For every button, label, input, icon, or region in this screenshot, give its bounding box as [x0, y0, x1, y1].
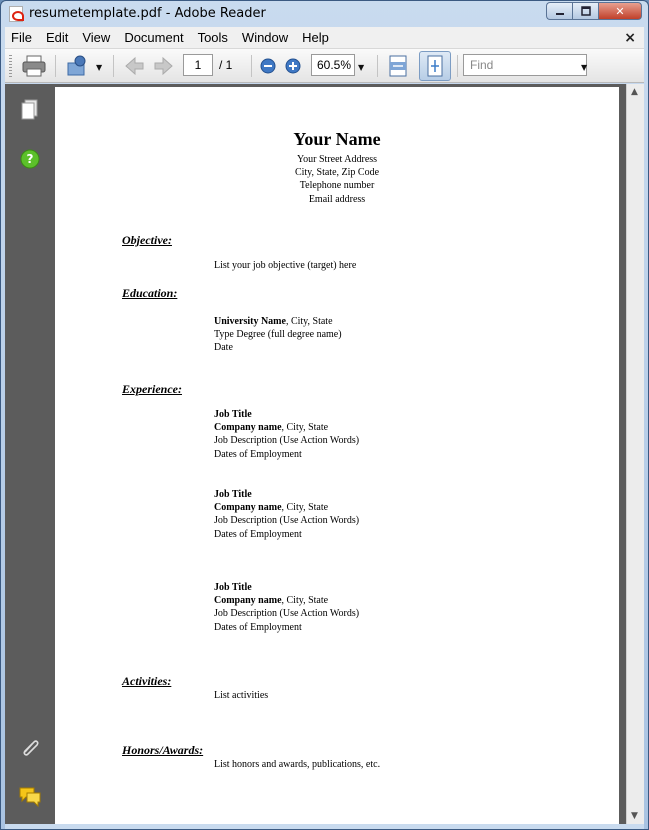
- toolbar-separator: [113, 55, 114, 77]
- window-bottom-border: [5, 824, 644, 829]
- toolbar-separator: [55, 55, 56, 77]
- toolbar-separator: [377, 55, 378, 77]
- find-dropdown-icon[interactable]: ▼: [581, 63, 588, 72]
- maximize-button[interactable]: [572, 2, 598, 20]
- job-description: Job Description (Use Action Words): [214, 608, 360, 619]
- honors-heading: Honors/Awards:: [122, 743, 204, 757]
- page-total: / 1: [219, 58, 233, 72]
- toolbar-grip[interactable]: [9, 55, 12, 77]
- activities-text: List activities: [214, 690, 269, 701]
- toolbar-separator: [251, 55, 252, 77]
- help-icon[interactable]: [19, 148, 41, 170]
- find-input[interactable]: Find: [463, 54, 587, 76]
- maximize-icon: [581, 6, 591, 16]
- zoom-out-icon[interactable]: [259, 54, 277, 78]
- pdf-file-icon: [9, 6, 23, 22]
- experience-heading: Experience:: [122, 382, 182, 396]
- vertical-scrollbar[interactable]: [626, 84, 644, 824]
- svg-text:?: ?: [26, 152, 34, 166]
- education-university: University Name, City, State: [214, 316, 333, 327]
- resume-email: Email address: [308, 194, 366, 205]
- page-number-input[interactable]: 1: [183, 54, 213, 76]
- job-dates: Dates of Employment: [214, 449, 302, 460]
- close-icon: ✕: [615, 4, 625, 18]
- activities-heading: Activities:: [122, 674, 172, 688]
- fit-page-button[interactable]: [419, 51, 451, 81]
- fit-page-icon: [420, 52, 450, 80]
- pdf-page: [55, 87, 619, 824]
- window-controls: [546, 2, 642, 20]
- navigation-pane: [5, 84, 53, 824]
- menu-document[interactable]: Document: [124, 30, 184, 45]
- job-title: Job Title: [214, 489, 252, 500]
- job-company: Company name, City, State: [214, 595, 329, 606]
- objective-heading: Objective:: [122, 233, 172, 247]
- document-area[interactable]: [53, 84, 626, 824]
- toolbar-separator: [457, 55, 458, 77]
- zoom-dropdown-icon[interactable]: ▼: [358, 63, 365, 72]
- attachment-icon[interactable]: [19, 736, 41, 758]
- resume-phone: Telephone number: [299, 180, 375, 191]
- menu-tools[interactable]: Tools: [197, 30, 228, 45]
- minimize-icon: [555, 6, 565, 16]
- zoom-level-input[interactable]: 60.5%: [311, 54, 355, 76]
- education-degree: Type Degree (full degree name): [214, 329, 342, 340]
- close-button[interactable]: [598, 2, 642, 20]
- email-icon[interactable]: [65, 54, 91, 78]
- menu-edit[interactable]: Edit: [45, 30, 69, 45]
- objective-text: List your job objective (target) here: [214, 260, 357, 271]
- resume-street: Your Street Address: [296, 154, 378, 165]
- education-date: Date: [214, 342, 233, 353]
- job-dates: Dates of Employment: [214, 529, 302, 540]
- scroll-down-icon[interactable]: ▼: [631, 811, 638, 821]
- resume-name: Your Name: [293, 129, 381, 149]
- menu-file[interactable]: File: [11, 30, 32, 45]
- education-heading: Education:: [122, 286, 178, 300]
- pages-icon[interactable]: [19, 98, 41, 122]
- job-company: Company name, City, State: [214, 502, 329, 513]
- previous-page-icon[interactable]: [123, 54, 145, 78]
- zoom-in-icon[interactable]: [284, 54, 302, 78]
- job-title: Job Title: [214, 582, 252, 593]
- print-icon[interactable]: [21, 54, 47, 78]
- menu-view[interactable]: View: [82, 30, 111, 45]
- job-description: Job Description (Use Action Words): [214, 515, 360, 526]
- window-title: resumetemplate.pdf - Adobe Reader: [29, 6, 266, 21]
- resume-city: City, State, Zip Code: [294, 167, 380, 178]
- job-dates: Dates of Employment: [214, 622, 302, 633]
- menu-help[interactable]: Help: [302, 30, 329, 45]
- close-document-button[interactable]: ×: [624, 30, 636, 46]
- minimize-button[interactable]: [546, 2, 572, 20]
- comments-icon[interactable]: [17, 784, 43, 808]
- job-title: Job Title: [214, 409, 252, 420]
- scroll-up-icon[interactable]: ▲: [631, 87, 638, 97]
- menu-bar: [5, 27, 644, 49]
- toolbar: [5, 49, 644, 83]
- next-page-icon[interactable]: [153, 54, 175, 78]
- title-bar[interactable]: [1, 1, 648, 27]
- job-description: Job Description (Use Action Words): [214, 435, 360, 446]
- fit-width-icon[interactable]: [387, 54, 409, 78]
- job-company: Company name, City, State: [214, 422, 329, 433]
- chevron-down-icon[interactable]: ▼: [96, 63, 103, 72]
- honors-text: List honors and awards, publications, etc.: [214, 759, 381, 770]
- menu-window[interactable]: Window: [241, 30, 289, 45]
